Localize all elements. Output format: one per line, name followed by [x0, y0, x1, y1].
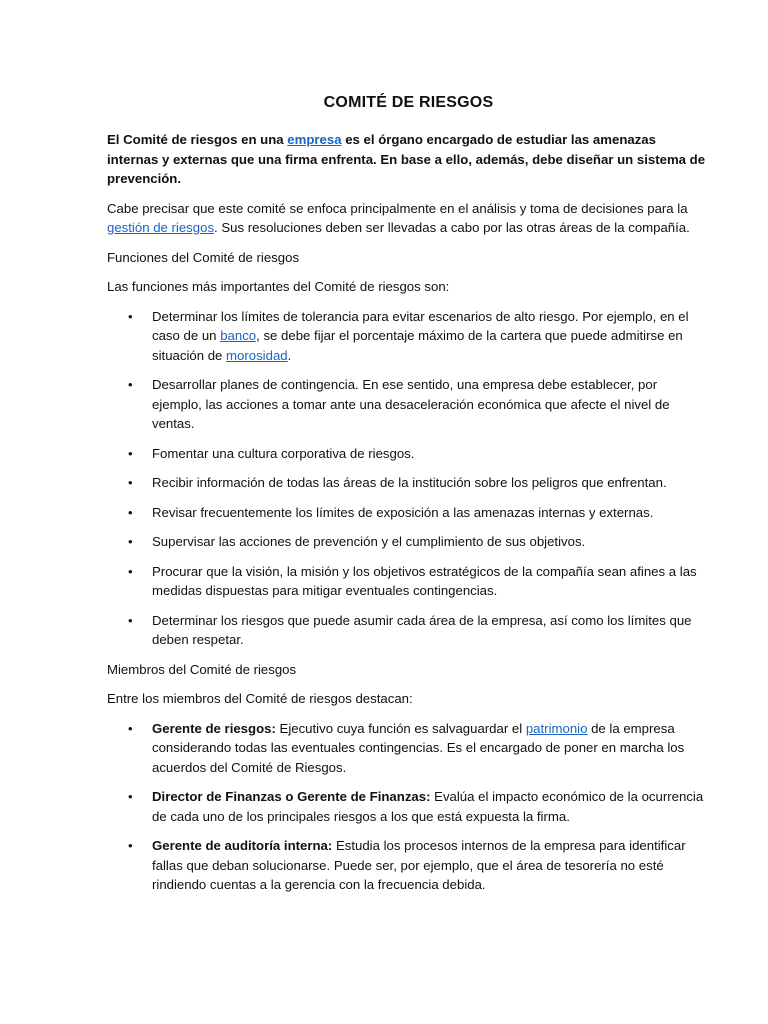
intro-text-post: es el órgano encargado de estudiar las amenazas internas y externas que una firma enfrenta. En base a ello, además, debe diseñar un sistema de prevención.	[107, 132, 706, 186]
intro-paragraph	[107, 130, 710, 189]
f3-text: Fomentar una cultura corporativa de riesgos.	[152, 445, 415, 461]
scope-text-pre: Cabe precisar que este comité se enfoca principalmente en el análisis y toma de decisiones para la	[107, 200, 688, 216]
f1-text-mid: , se debe fijar el porcentaje máximo de la cartera que puede admitirse en situación de	[152, 328, 683, 363]
list-item	[107, 532, 710, 552]
bullet-icon: •	[128, 563, 133, 579]
link-empresa[interactable]: empresa	[287, 132, 342, 147]
bullet-icon: •	[128, 720, 133, 736]
f2-text: Desarrollar planes de contingencia. En ese sentido, una empresa debe establecer, por ejemplo, las acciones a tomar ante una desaceleración económica que afecte el nivel de ventas.	[152, 377, 670, 431]
funciones-intro: Las funciones más importantes del Comité de riesgos son:	[107, 279, 450, 294]
f1-text-post: .	[287, 347, 292, 363]
list-item	[107, 473, 710, 493]
heading-funciones: Funciones del Comité de riesgos	[107, 249, 300, 265]
bullet-icon: •	[128, 445, 133, 461]
list-item	[107, 503, 710, 523]
f5-text: Revisar frecuentemente los límites de exposición a las amenazas internas y externas.	[152, 504, 654, 520]
link-gestion-de-riesgos[interactable]: gestión de riesgos	[107, 220, 215, 235]
bullet-icon: •	[128, 475, 133, 490]
f8-text: Determinar los riesgos que puede asumir cada área de la empresa, así como los límites que deben respetar.	[152, 612, 692, 647]
m2-label: Director de Finanzas o Gerente de Finanzas:	[152, 789, 431, 804]
m3-label: Gerente de auditoría interna:	[152, 838, 333, 853]
bullet-icon: •	[128, 308, 133, 324]
funciones-list	[107, 307, 710, 650]
list-item	[107, 375, 710, 434]
heading-miembros: Miembros del Comité de riesgos	[107, 661, 297, 677]
miembros-intro: Entre los miembros del Comité de riesgos destacan:	[107, 691, 413, 706]
list-item	[107, 719, 710, 778]
f1-text-pre: Determinar los límites de tolerancia para evitar escenarios de alto riesgo. Por ejemplo, en el caso de un	[152, 308, 689, 343]
f4-text: Recibir información de todas las áreas de la institución sobre los peligros que enfrentan.	[152, 475, 667, 490]
bullet-icon: •	[128, 612, 133, 628]
bullet-icon: •	[128, 838, 133, 853]
m1-text-pre: Ejecutivo cuya función es salvaguardar el	[275, 720, 526, 736]
miembros-list	[107, 719, 710, 895]
page-title: COMITÉ DE RIESGOS	[323, 94, 494, 111]
list-item	[107, 787, 710, 826]
list-item	[107, 562, 710, 601]
m3-text: Estudia los procesos internos de la empresa para identificar fallas que deban solucionarse. Puede ser, por ejemplo, que el área de tesorería no esté rindiendo cuentas a la gerencia con la frecuencia debida.	[152, 838, 686, 892]
f7-text: Procurar que la visión, la misión y los objetivos estratégicos de la compañía sean afines a las medidas dispuestas para mitigar eventuales contingencias.	[152, 563, 697, 598]
scope-paragraph	[107, 199, 710, 238]
bullet-icon: •	[128, 534, 133, 549]
bullet-icon: •	[128, 504, 133, 520]
link-banco[interactable]: banco	[220, 328, 257, 343]
bullet-icon: •	[128, 789, 133, 804]
list-item	[107, 611, 710, 650]
m1-text-post: de la empresa considerando todas las eventuales contingencias. Es el encargado de poner en marcha los acuerdos del Comité de Riesgos.	[152, 720, 685, 775]
bullet-icon: •	[128, 377, 133, 392]
link-morosidad[interactable]: morosidad	[226, 347, 288, 363]
list-item	[107, 836, 710, 895]
f6-text: Supervisar las acciones de prevención y el cumplimiento de sus objetivos.	[152, 534, 586, 549]
list-item	[107, 307, 710, 366]
link-patrimonio[interactable]: patrimonio	[525, 720, 588, 736]
m2-text: Evalúa el impacto económico de la ocurrencia de cada uno de los principales riesgos a los que está expuesta la firma.	[152, 789, 704, 824]
intro-text-pre: El Comité de riesgos en una	[107, 132, 288, 147]
scope-text-post: . Sus resoluciones deben ser llevadas a cabo por las otras áreas de la compañía.	[214, 220, 690, 235]
list-item	[107, 444, 710, 464]
m1-label: Gerente de riesgos:	[152, 720, 276, 736]
